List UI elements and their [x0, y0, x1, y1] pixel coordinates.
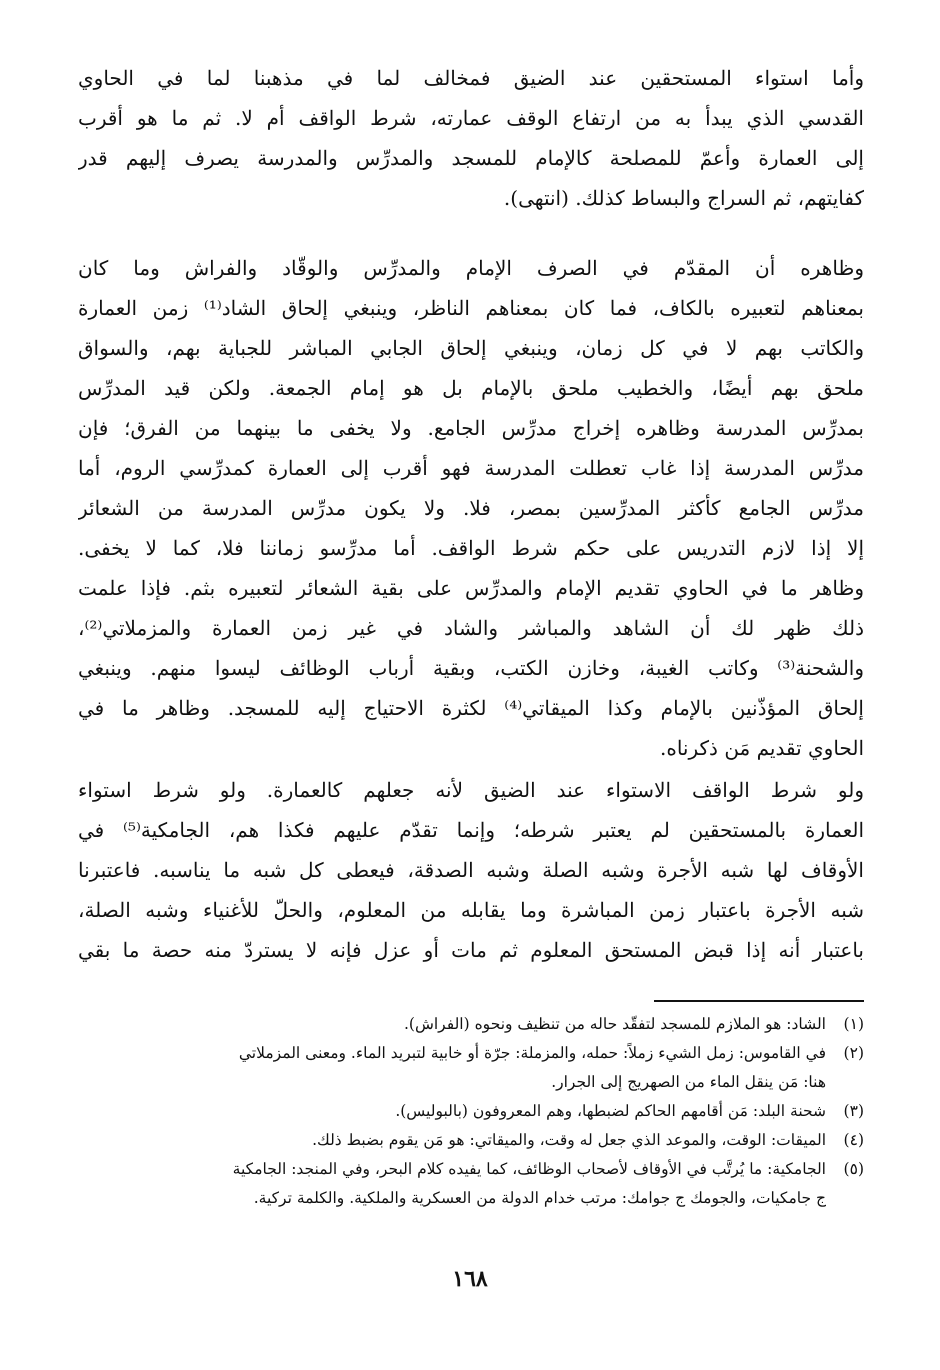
page-number: ١٦٨ [452, 1266, 488, 1292]
footnote-1 [78, 1010, 864, 1039]
footnote-text: في القاموس: زمل الشيء زملاً: حمله، والمزملة: جرّة أو خابية لتبريد الماء. ومعنى المزملاتي [238, 1044, 826, 1062]
text-line: إلحاق المؤذّنين بالإمام وكذا الميقاتي⁽⁴⁾ لكثرة الاحتياج إليه للمسجد. وظاهر ما في [78, 696, 864, 720]
text-line: وظاهره أن المقدّم في الصرف الإمام والمدرِّس والوقّاد والفراش وما كان [78, 256, 864, 280]
text-line: شبه الأجرة باعتبار زمن المباشرة وما يقابله من المعلوم، والحلّ للأغنياء وشبه الصلة، [78, 898, 864, 922]
footnote-number: (٢) [843, 1044, 864, 1062]
footnote-text: الميقات: الوقت، والموعد الذي جعل له وقت، والميقاتي: هو مَن يقوم بضبط ذلك. [312, 1131, 826, 1149]
footnote-text: شحنة البلد: مَن أقامهم الحاكم لضبطها، وهم المعروفون (بالبوليس). [395, 1102, 826, 1120]
paragraph-2 [78, 248, 864, 768]
paragraph-1 [78, 58, 864, 218]
footnote-number: (١) [843, 1015, 864, 1033]
footnote-divider [654, 1000, 864, 1002]
footnote-2 [78, 1039, 864, 1097]
text-line: مدرِّس المدرسة إذا غاب تعطلت المدرسة فهو أقرب إلى العمارة كمدرِّسي الروم، أما [78, 456, 864, 480]
footnote-number: (٥) [843, 1160, 864, 1178]
text-line: كفايتهم، ثم السراج والبساط كذلك. (انتهى). [503, 186, 864, 210]
footnote-text: الجامكية: ما يُرتَّب في الأوقاف لأصحاب الوظائف، كما يفيده كلام البحر، وفي المنجد: الجامكية [232, 1160, 826, 1178]
text-line: مدرِّس الجامع كأكثر المدرِّسين بمصر، فلا. ولا يكون مدرِّس المدرسة من الشعائر [78, 496, 864, 520]
text-line: ملحق بهم أيضًا، والخطيب ملحق بالإمام بل هو إمام الجمعة. ولكن قيد المدرِّس [78, 376, 864, 400]
footnote-5 [78, 1155, 864, 1213]
text-line: بمدرِّس المدرسة وظاهره إخراج مدرِّس الجامع. ولا يخفى ما بينهما من الفرق؛ فإن [78, 416, 864, 440]
footnote-text: ج جامكيات، والجومك ج جوامك: مرتب خدام الدولة من العسكرية والملكية. والكلمة تركية. [253, 1189, 826, 1207]
text-line: والكاتب بهم لا في كل زمان، وينبغي إلحاق الجابي المباشر للجباية بهم، والسواق [78, 336, 864, 360]
text-line: بمعناهم لتعبيره بالكاف، فما كان بمعناهم الناظر، وينبغي إلحاق الشاد⁽¹⁾ زمن العمارة [78, 296, 864, 320]
text-line: وأما استواء المستحقين عند الضيق فمخالف لما في مذهبنا لما في الحاوي [78, 66, 864, 90]
footnote-text: هنا: مَن ينقل الماء من الصهريج إلى الجرار. [551, 1073, 826, 1091]
text-line: القدسي الذي يبدأ به من ارتفاع الوقف عمارته، شرط الواقف أم لا. ثم ما هو أقرب [78, 106, 864, 130]
footnote-3 [78, 1097, 864, 1126]
text-line: إلا إذا لازم التدريس على حكم شرط الواقف. أما مدرِّسو زماننا فلا، كما لا يخفى. [78, 536, 864, 560]
text-line: العمارة بالمستحقين لم يعتبر شرطه؛ وإنما تقدّم عليهم فكذا هم، الجامكية⁽⁵⁾ في [78, 818, 864, 842]
text-line: ولو شرط الواقف الاستواء عند الضيق لأنه جعلهم كالعمارة. ولو شرط استواء [78, 778, 864, 802]
paragraph-3 [78, 770, 864, 970]
text-line: الحاوي تقديم مَن ذكرناه. [660, 736, 864, 760]
footnote-number: (٤) [843, 1131, 864, 1149]
text-line: باعتبار أنه إذا قبض المستحق المعلوم ثم مات أو عزل فإنه لا يستردّ منه حصة ما بقي [78, 938, 864, 962]
footnote-4 [78, 1126, 864, 1155]
text-line: الأوقاف لها شبه الأجرة وشبه الصلة وشبه الصدقة، فيعطى كل شبه ما يناسبه. فاعتبرنا [78, 858, 864, 882]
footnote-text: الشاد: هو الملازم للمسجد لتفقّد حاله من تنظيف ونحوه (الفراش). [403, 1015, 826, 1033]
footnote-number: (٣) [843, 1102, 864, 1120]
footnotes [78, 1010, 864, 1213]
text-line: ذلك ظهر لك أن الشاهد والمباشر والشاد في غير زمن العمارة والمزملاتي⁽²⁾، [78, 616, 864, 640]
text-line: إلى العمارة وأعمّ للمصلحة كالإمام للمسجد والمدرِّس والمدرسة يصرف إليهم قدر [78, 146, 864, 170]
text-line: وظاهر ما في الحاوي تقديم الإمام والمدرِّس على بقية الشعائر لتعبيره بثم. فإذا علمت [78, 576, 864, 600]
text-line: والشحنة⁽³⁾ وكاتب الغيبة، وخازن الكتب، وبقية أرباب الوظائف ليسوا منهم. وينبغي [78, 656, 864, 680]
